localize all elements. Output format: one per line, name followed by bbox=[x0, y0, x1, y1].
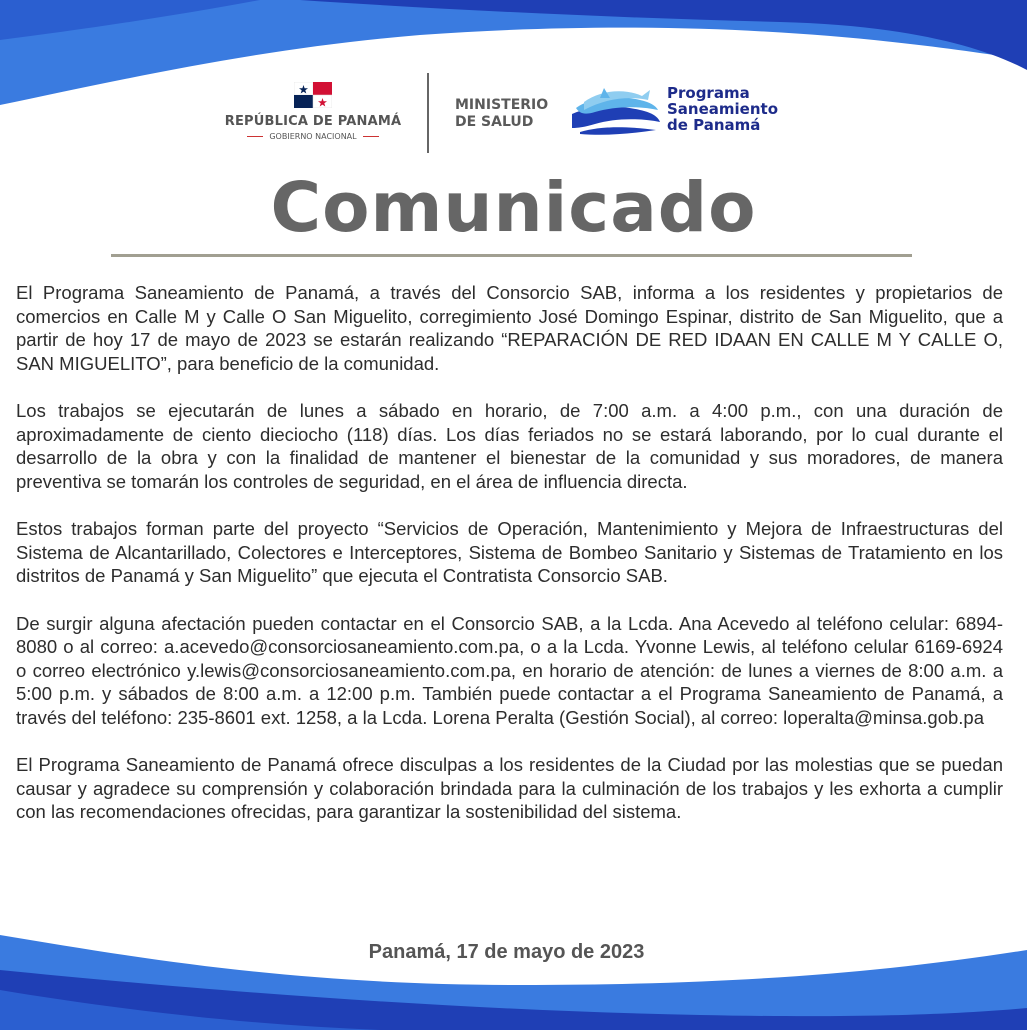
program-line-1: Programa bbox=[667, 84, 750, 102]
program-logo-text bbox=[667, 85, 778, 133]
panama-flag-icon bbox=[294, 82, 332, 108]
paragraph-3: Estos trabajos forman parte del proyecto “Servicios de Operación, Mantenimiento y Mejora de Infraestructuras del Sistema de Alcantarillado, Colectores e Interceptores, Sistema de Bombeo Sanitario y Sistemas de Tratamiento en los distritos de Panamá y San Miguelito” que ejecuta el Contratista Consorcio SAB. bbox=[16, 518, 1003, 586]
republic-subtitle bbox=[222, 132, 404, 141]
paragraph-4: De surgir alguna afectación pueden contactar en el Consorcio SAB, a la Lcda. Ana Acevedo al teléfono celular: 6894-8080 o al correo: a.acevedo@consorciosaneamiento.com.pa, o a la Lcda. Yvonne Lewis, al teléfono celular 6169-6924 o correo electrónico y.lewis@consorciosaneamiento.com.pa, en horario de atención: de lunes a viernes de 8:00 a.m. a 5:00 p.m. y sábados de 8:00 a.m. a 12:00 p.m. También puede contactar a el Programa Saneamiento de Panamá, a través del teléfono: 235-8601 ext. 1258, a la Lcda. Lorena Peralta (Gestión Social), al correo: loperalta@minsa.gob.pa bbox=[16, 612, 1003, 728]
footer-date: Panamá, 17 de mayo de 2023 bbox=[368, 941, 645, 963]
communique-body bbox=[16, 281, 1003, 848]
paragraph-1: El Programa Saneamiento de Panamá, a través del Consorcio SAB, informa a los residentes y propietarios de comercios en Calle M y Calle O San Miguelito, corregimiento José Domingo Espinar, distrito de San Miguelito, que a partir de hoy 17 de mayo de 2023 se estarán realizando “REPARACIÓN DE RED IDAAN EN CALLE M Y CALLE O, SAN MIGUELITO”, para beneficio de la comunidad. bbox=[16, 282, 1003, 374]
ministry-line-1: MINISTERIO bbox=[455, 97, 549, 113]
ministry-logo bbox=[455, 97, 548, 131]
page-title: Comunicado bbox=[270, 168, 757, 248]
paragraph-2: Los trabajos se ejecutarán de lunes a sábado en horario, de 7:00 a.m. a 4:00 p.m., con una duración de aproximadamente de ciento dieciocho (118) días. Los días feriados no se estará laborando, por lo cual durante el desarrollo de la obra y con la finalidad de mantener el bienestar de la comunidad y sus moradores, de manera preventiva se tomarán los controles de seguridad, en el área de influencia directa. bbox=[16, 400, 1003, 492]
bottom-wave-decoration bbox=[0, 930, 1027, 1030]
subtitle-line-right bbox=[363, 136, 379, 137]
dolphin-logo-icon bbox=[570, 84, 662, 136]
subtitle-line-left bbox=[247, 136, 263, 137]
ministry-line-2: DE SALUD bbox=[455, 114, 534, 130]
program-line-2: Saneamiento bbox=[667, 100, 778, 118]
header-divider bbox=[427, 73, 429, 153]
header-logos bbox=[0, 70, 1027, 165]
title-underline bbox=[111, 254, 912, 257]
program-line-3: de Panamá bbox=[667, 116, 761, 134]
republic-logo bbox=[222, 82, 404, 141]
republic-title: REPÚBLICA DE PANAMÁ bbox=[224, 114, 402, 129]
paragraph-5: El Programa Saneamiento de Panamá ofrece disculpas a los residentes de la Ciudad por las molestias que se puedan causar y agradece su comprensión y colaboración brindada para la culminación de los trabajos y les exhorta a cumplir con las recomendaciones ofrecidas, para garantizar la sostenibilidad del sistema. bbox=[16, 754, 1003, 822]
republic-subtitle-text: GOBIERNO NACIONAL bbox=[269, 132, 357, 141]
